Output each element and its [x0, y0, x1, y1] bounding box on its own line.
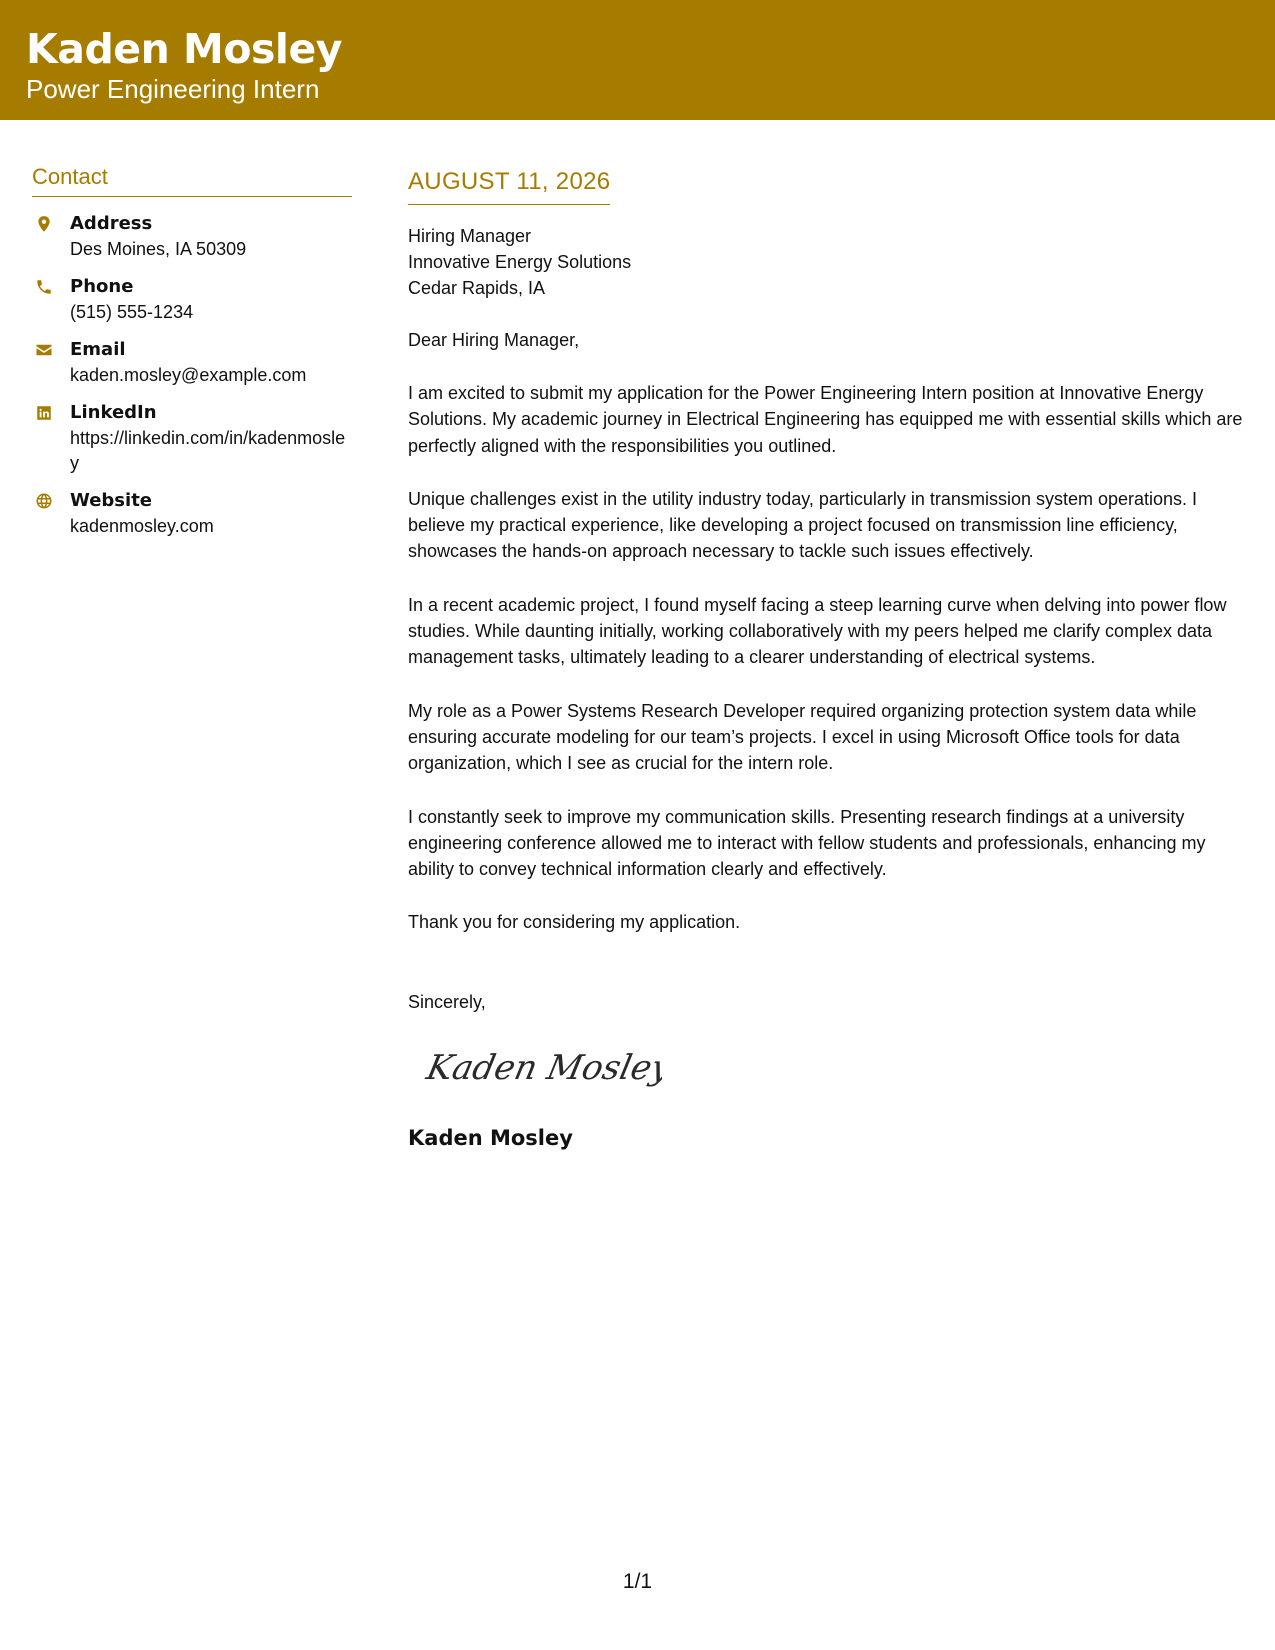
recipient-line: Innovative Energy Solutions [408, 252, 632, 272]
recipient-line: Hiring Manager [408, 226, 532, 246]
contact-item-linkedin [32, 400, 352, 476]
body-paragraph: I constantly seek to improve my communication skills. Presenting research findings at a university engineering conference allowed me to interact with fellow students and professionals, enhancing my ability to convey technical information clearly and effectively. [408, 806, 1206, 880]
applicant-role: Power Engineering Intern [26, 74, 320, 104]
linkedin-value[interactable]: https://linkedin.com/in/kadenmosley [70, 428, 346, 473]
page-number: 1/1 [622, 1570, 653, 1593]
contact-item-address [32, 211, 352, 262]
salutation: Dear Hiring Manager, [408, 330, 580, 350]
letter-date: AUGUST 11, 2026 [408, 166, 610, 205]
phone-icon [32, 274, 70, 300]
body-paragraph: My role as a Power Systems Research Developer required organizing protection system data while ensuring accurate modeling for our team’s projects. I excel in using Microsoft Office tools for data organization, which I see as crucial for the intern role. [408, 700, 1197, 774]
closing: Sincerely, [408, 991, 486, 1012]
contact-label: LinkedIn [70, 402, 157, 423]
linkedin-icon [32, 400, 70, 426]
contact-label: Email [70, 339, 126, 360]
body-paragraph: I am excited to submit my application for the Power Engineering Intern position at Innovative Energy Solutions. My academic journey in Electrical Engineering has equipped me with essential skills which are perfectly aligned with the responsibilities you outlined. [408, 383, 1243, 456]
body-paragraph: Thank you for considering my application. [408, 912, 741, 933]
website-value[interactable]: kadenmosley.com [70, 516, 214, 536]
recipient-block [408, 223, 1253, 301]
globe-icon [32, 488, 70, 514]
contact-label: Website [70, 490, 153, 511]
phone-value[interactable]: (515) 555-1234 [70, 302, 194, 322]
address-value: Des Moines, IA 50309 [70, 239, 247, 259]
recipient-line: Cedar Rapids, IA [408, 278, 546, 298]
body-paragraph: Unique challenges exist in the utility industry today, particularly in transmission system operations. I believe my practical experience, like developing a project focused on transmission line efficiency, showcases the hands-on approach necessary to tackle such issues effectively. [408, 488, 1198, 562]
contact-label: Address [70, 213, 153, 234]
signed-name: Kaden Mosley [408, 1125, 573, 1150]
contact-section-title: Contact [32, 162, 352, 197]
email-value[interactable]: kaden.mosley@example.com [70, 365, 307, 385]
contact-label: Phone [70, 276, 134, 297]
contact-item-phone [32, 274, 352, 325]
contact-item-website [32, 488, 352, 539]
envelope-icon [32, 337, 70, 363]
handwritten-signature [422, 1037, 662, 1097]
signature-text: Kaden Mosley [423, 1048, 662, 1088]
contact-sidebar [32, 162, 352, 551]
letter-body [408, 166, 1253, 1152]
contact-list [32, 211, 352, 539]
applicant-name: Kaden Mosley [26, 25, 343, 73]
location-pin-icon [32, 211, 70, 237]
contact-item-email [32, 337, 352, 388]
header-banner [0, 0, 1275, 120]
body-paragraph: In a recent academic project, I found myself facing a steep learning curve when delving into power flow studies. While daunting initially, working collaboratively with my peers helped me clarify complex data management tasks, ultimately leading to a clearer understanding of electrical systems. [408, 594, 1227, 668]
